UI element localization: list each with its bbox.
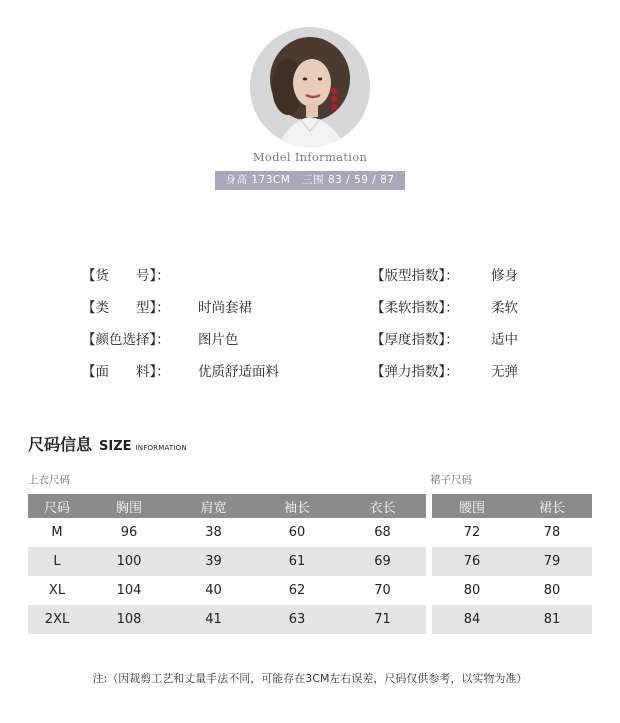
table-header-row (432, 494, 592, 518)
attr-value: 优质舒适面料 (198, 364, 279, 380)
table-cell: 70 (374, 583, 391, 598)
skirt-size-table (432, 494, 592, 634)
size-heading-en-small: INFORMATION (135, 444, 187, 452)
size-heading-zh: 尺码信息 (28, 435, 93, 454)
skirt-size-label: 裙子尺码 (430, 474, 472, 486)
attr-label: 【版型指数】： (371, 268, 459, 284)
table-row (28, 576, 426, 605)
table-cell: 78 (543, 525, 561, 540)
attr-value: 柔软 (491, 300, 518, 316)
attr-label: 【厚度指数】： (371, 332, 459, 348)
model-height: 身高 173CM (225, 174, 291, 186)
table-cell: 81 (512, 605, 592, 634)
table-row (28, 605, 426, 634)
table-cell: M (51, 525, 63, 540)
attr-label: 【柔软指数】： (371, 300, 459, 316)
attr-label: 【颜色选择】： (82, 332, 170, 348)
attr-color (82, 330, 239, 350)
attr-value: 修身 (491, 268, 518, 284)
table-header-row (28, 494, 426, 518)
attr-value: 适中 (491, 332, 518, 348)
table-row (432, 576, 592, 605)
table-cell: 76 (432, 547, 512, 576)
table-cell: 80 (463, 583, 481, 598)
table-cell: 41 (172, 605, 255, 634)
attr-fabric (82, 362, 279, 382)
table-cell: 61 (255, 547, 339, 576)
table-row (432, 605, 592, 634)
table-cell: 63 (255, 605, 339, 634)
table-cell: 39 (172, 547, 255, 576)
size-heading-en: SIZE (99, 439, 132, 454)
table-header-cell: 裙长 (512, 494, 592, 518)
table-header-cell: 尺码 (28, 494, 86, 518)
table-cell: 71 (339, 605, 426, 634)
attr-value: 无弹 (491, 364, 518, 380)
table-header-cell: 胸围 (86, 494, 172, 518)
model-avatar (250, 27, 370, 147)
attr-thickness-index (371, 330, 518, 350)
attr-label: 【类 型】： (82, 300, 170, 316)
table-row (28, 547, 426, 576)
table-cell: 100 (86, 547, 172, 576)
table-cell: 84 (432, 605, 512, 634)
table-row (432, 518, 592, 547)
attr-value: 图片色 (198, 332, 239, 348)
attr-label: 【货 号】： (82, 268, 170, 284)
table-cell: 80 (543, 583, 561, 598)
attr-label: 【面 料】： (82, 364, 170, 380)
attr-softness-index (371, 298, 518, 318)
measurement-note: 注:（因裁剪工艺和丈量手法不同，可能存在3CM左右误差，尺码仅供参考，以实物为准） (92, 672, 528, 685)
table-cell: 62 (288, 583, 306, 598)
attr-value: 时尚套裙 (198, 300, 252, 316)
attr-elasticity-index (371, 362, 518, 382)
model-measurements-bar (215, 171, 405, 190)
top-size-label: 上衣尺码 (28, 474, 70, 486)
model-info-title: Model Information (252, 150, 368, 164)
top-size-table (28, 494, 426, 634)
attr-fit-index (371, 266, 518, 286)
attr-type (82, 298, 252, 318)
table-cell: XL (48, 583, 66, 598)
table-header-cell: 袖长 (255, 494, 339, 518)
table-cell: 69 (339, 547, 426, 576)
table-cell: 104 (116, 583, 142, 598)
table-cell: 60 (288, 525, 306, 540)
table-cell: L (28, 547, 86, 576)
attr-item-number (82, 266, 170, 286)
size-info-heading (28, 434, 187, 456)
table-cell: 40 (205, 583, 222, 598)
table-cell: 96 (120, 525, 138, 540)
table-cell: 2XL (28, 605, 86, 634)
table-cell: 79 (512, 547, 592, 576)
table-cell: 38 (205, 525, 222, 540)
table-cell: 72 (463, 525, 481, 540)
table-header-cell: 肩宽 (172, 494, 255, 518)
model-measurements: 三围 83 / 59 / 87 (302, 174, 395, 186)
table-header-cell: 衣长 (339, 494, 426, 518)
table-header-cell: 腰围 (432, 494, 512, 518)
table-row (432, 547, 592, 576)
table-row (28, 518, 426, 547)
table-cell: 108 (86, 605, 172, 634)
attr-label: 【弹力指数】： (371, 364, 459, 380)
table-cell: 68 (374, 525, 391, 540)
